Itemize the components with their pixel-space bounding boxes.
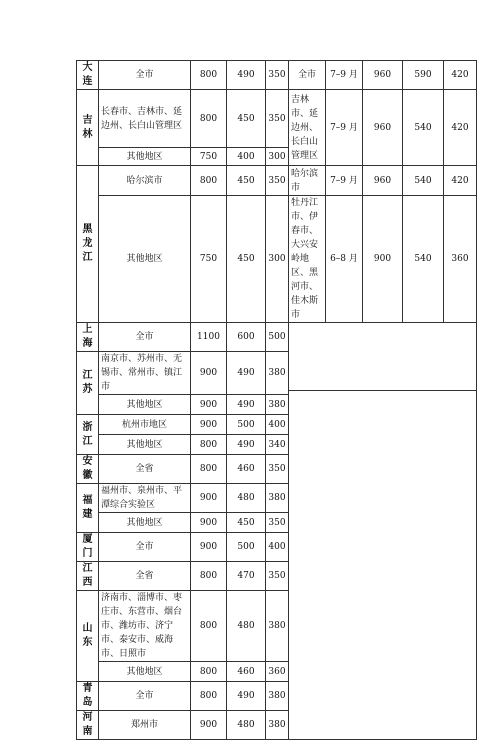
region-cell: 全市	[99, 533, 191, 562]
region-cell: 南京市、苏州市、无锡市、常州市、镇江市	[99, 352, 191, 395]
value-cell: 750	[191, 148, 227, 166]
value-cell: 350	[266, 455, 289, 484]
region-cell: 郑州市	[99, 711, 191, 740]
value-cell: 300	[266, 148, 289, 166]
province-cell: 江苏	[77, 352, 99, 415]
value-cell: 490	[227, 435, 266, 455]
peak-region-cell: 吉林市、延边州、长白山管理区	[289, 90, 326, 166]
province-cell: 安徽	[77, 455, 99, 484]
value-cell: 400	[266, 533, 289, 562]
value-cell: 800	[191, 562, 227, 591]
value-cell: 380	[266, 395, 289, 415]
province-cell: 山东	[77, 591, 99, 682]
province-cell: 福建	[77, 484, 99, 533]
value-cell: 900	[191, 415, 227, 435]
value-cell: 800	[191, 455, 227, 484]
value-cell: 800	[191, 591, 227, 662]
region-cell: 其他地区	[99, 196, 191, 323]
value-cell: 490	[227, 352, 266, 395]
value-cell: 500	[227, 415, 266, 435]
value-cell: 960	[363, 61, 403, 90]
value-cell: 490	[227, 395, 266, 415]
region-cell: 其他地区	[99, 148, 191, 166]
region-cell: 全市	[99, 323, 191, 352]
region-cell: 济南市、淄博市、枣庄市、东营市、烟台市、潍坊市、济宁市、泰安市、威海市、日照市	[99, 591, 191, 662]
value-cell: 420	[444, 166, 477, 196]
value-cell: 800	[191, 682, 227, 711]
peak-region-cell: 牡丹江市、伊春市、大兴安岭地区、黑河市、佳木斯市	[289, 196, 326, 323]
accommodation-standard-table	[76, 60, 477, 740]
value-cell: 750	[191, 196, 227, 323]
region-cell: 全市	[99, 61, 191, 90]
region-cell: 福州市、泉州市、平潭综合实验区	[99, 484, 191, 513]
value-cell: 500	[227, 533, 266, 562]
value-cell: 490	[227, 61, 266, 90]
value-cell: 900	[191, 395, 227, 415]
value-cell: 380	[266, 484, 289, 513]
value-cell: 350	[266, 513, 289, 533]
province-cell: 厦门	[77, 533, 99, 562]
value-cell: 470	[227, 562, 266, 591]
region-cell: 全省	[99, 562, 191, 591]
value-cell: 450	[227, 166, 266, 196]
value-cell: 350	[266, 61, 289, 90]
value-cell: 350	[266, 90, 289, 148]
value-cell: 400	[266, 415, 289, 435]
value-cell: 350	[266, 562, 289, 591]
value-cell: 1100	[191, 323, 227, 352]
province-cell: 江西	[77, 562, 99, 591]
peak-region-cell: 全市	[289, 61, 326, 90]
value-cell: 600	[227, 323, 266, 352]
value-cell: 900	[191, 513, 227, 533]
region-cell: 全市	[99, 682, 191, 711]
value-cell: 960	[363, 166, 403, 196]
value-cell: 800	[191, 166, 227, 196]
value-cell: 460	[227, 662, 266, 682]
province-cell: 河南	[77, 711, 99, 740]
province-cell: 上海	[77, 323, 99, 352]
value-cell: 800	[191, 61, 227, 90]
value-cell: 360	[444, 196, 477, 323]
value-cell: 460	[227, 455, 266, 484]
value-cell: 800	[191, 435, 227, 455]
region-cell: 其他地区	[99, 662, 191, 682]
peak-region-cell: 哈尔滨市	[289, 166, 326, 196]
value-cell: 900	[363, 196, 403, 323]
value-cell: 540	[403, 90, 444, 166]
province-cell: 黑龙江	[77, 166, 99, 323]
value-cell: 360	[266, 662, 289, 682]
value-cell: 540	[403, 196, 444, 323]
value-cell: 340	[266, 435, 289, 455]
value-cell: 380	[266, 591, 289, 662]
value-cell: 450	[227, 513, 266, 533]
empty-rows-1-3	[289, 323, 476, 391]
value-cell: 380	[266, 682, 289, 711]
value-cell: 380	[266, 711, 289, 740]
peak-period-cell: 7–9 月	[326, 166, 363, 196]
value-cell: 900	[191, 484, 227, 513]
value-cell: 380	[266, 352, 289, 395]
value-cell: 420	[444, 90, 477, 166]
province-cell: 浙江	[77, 415, 99, 455]
province-cell: 青岛	[77, 682, 99, 711]
region-cell: 其他地区	[99, 435, 191, 455]
region-cell: 长春市、吉林市、延边州、长白山管理区	[99, 90, 191, 148]
region-cell: 哈尔滨市	[99, 166, 191, 196]
value-cell: 420	[444, 61, 477, 90]
value-cell: 800	[191, 90, 227, 148]
value-cell: 450	[227, 90, 266, 148]
value-cell: 480	[227, 711, 266, 740]
value-cell: 590	[403, 61, 444, 90]
region-cell: 全省	[99, 455, 191, 484]
peak-period-cell: 7–9 月	[326, 90, 363, 166]
value-cell: 540	[403, 166, 444, 196]
region-cell: 其他地区	[99, 395, 191, 415]
value-cell: 490	[227, 682, 266, 711]
peak-period-cell: 7–9 月	[326, 61, 363, 90]
value-cell: 900	[191, 711, 227, 740]
value-cell: 800	[191, 662, 227, 682]
value-cell: 960	[363, 90, 403, 166]
value-cell: 480	[227, 591, 266, 662]
value-cell: 500	[266, 323, 289, 352]
region-cell: 其他地区	[99, 513, 191, 533]
value-cell: 450	[227, 196, 266, 323]
province-cell: 大连	[77, 61, 99, 90]
province-cell: 吉林	[77, 90, 99, 166]
value-cell: 400	[227, 148, 266, 166]
value-cell: 300	[266, 196, 289, 323]
value-cell: 480	[227, 484, 266, 513]
value-cell: 900	[191, 533, 227, 562]
value-cell: 350	[266, 166, 289, 196]
empty-peak-block	[289, 323, 477, 740]
region-cell: 杭州市地区	[99, 415, 191, 435]
peak-period-cell: 6–8 月	[326, 196, 363, 323]
value-cell: 900	[191, 352, 227, 395]
